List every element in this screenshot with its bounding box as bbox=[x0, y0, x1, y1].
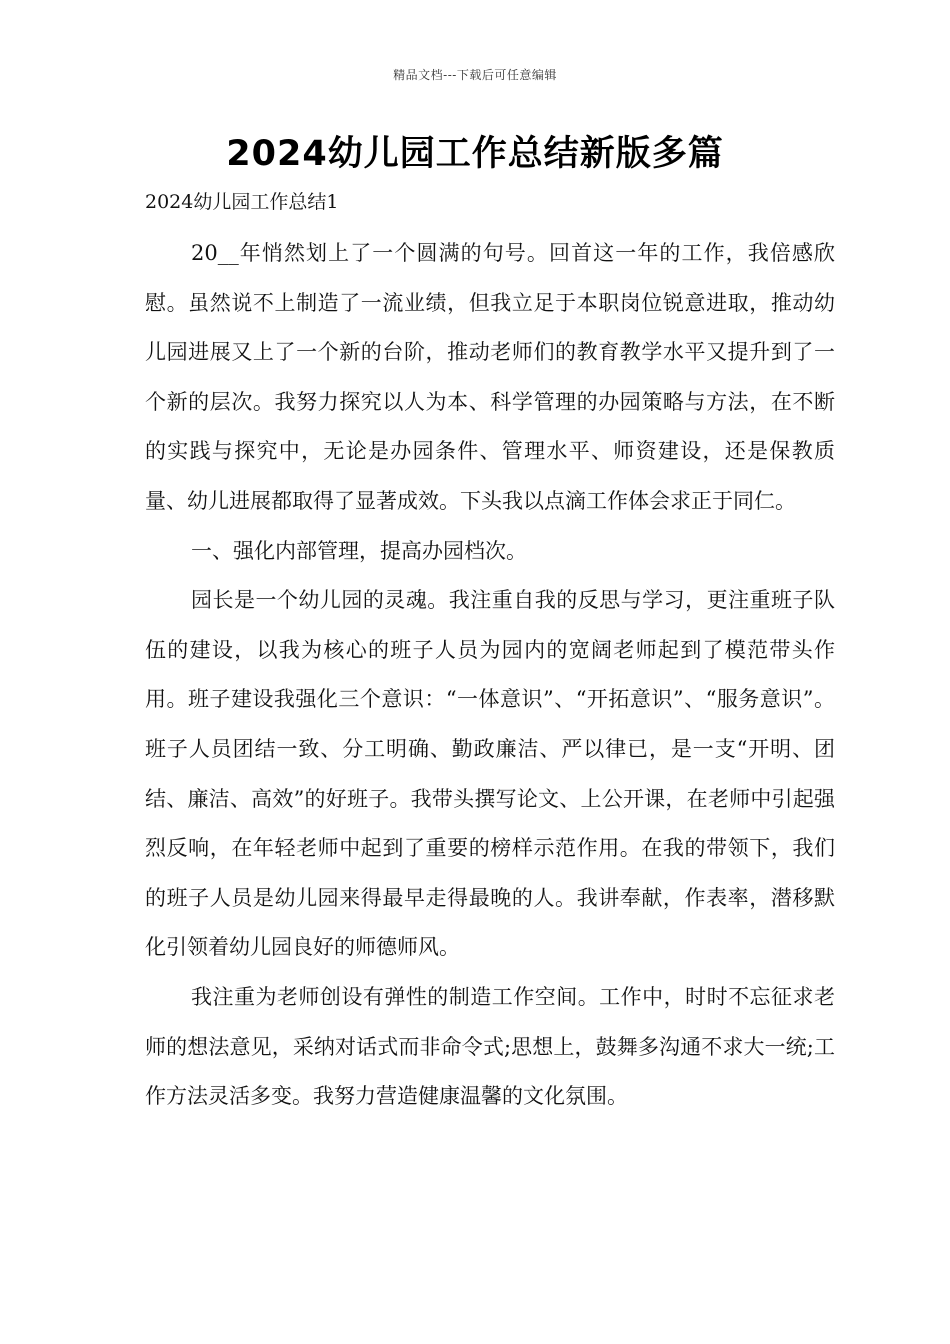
header-note: 精品文档---下载后可任意编辑 bbox=[393, 68, 557, 82]
document-title: 2024幼儿园工作总结新版多篇 bbox=[226, 134, 724, 174]
paragraph-1: 20__年悄然划上了一个圆满的句号。回首这一年的工作，我倍感欣慰。虽然说不上制造了一流业绩，但我立足于本职岗位锐意进取，推动幼儿园进展又上了一个新的台阶，推动老师们的教育教学水平又提升到了一个新的层次。我努力探究以人为本、科学管理的办园策略与方法，在不断的实践与探究中，无论是办园条件、管理水平、师资建设，还是保教质量、幼儿进展都取得了显著成效。下头我以点滴工作体会求正于同仁。 bbox=[145, 241, 835, 513]
paragraph-3: 园长是一个幼儿园的灵魂。我注重自我的反思与学习，更注重班子队伍的建设，以我为核心的班子人员为园内的宽阔老师起到了模范带头作用。班子建设我强化三个意识：“一体意识”、“开拓意识”、“服务意识”。班子人员团结一致、分工明确、勤政廉洁、严以律已，是一支“开明、团结、廉洁、高效”的好班子。我带头撰写论文、上公开课，在老师中引起强烈反响，在年轻老师中起到了重要的榜样示范作用。在我的带领下，我们的班子人员是幼儿园来得最早走得最晚的人。我讲奉献，作表率，潜移默化引领着幼儿园良好的师德师风。 bbox=[145, 588, 835, 960]
section-heading: 2024幼儿园工作总结1 bbox=[145, 191, 339, 213]
paragraph-4: 我注重为老师创设有弹性的制造工作空间。工作中，时时不忘征求老师的想法意见，采纳对话式而非命令式;思想上，鼓舞多沟通不求大一统;工作方法灵活多变。我努力营造健康温馨的文化氛围。 bbox=[145, 984, 835, 1109]
body-text bbox=[145, 229, 835, 1122]
paragraph-2: 一、强化内部管理，提高办园档次。 bbox=[191, 538, 527, 563]
